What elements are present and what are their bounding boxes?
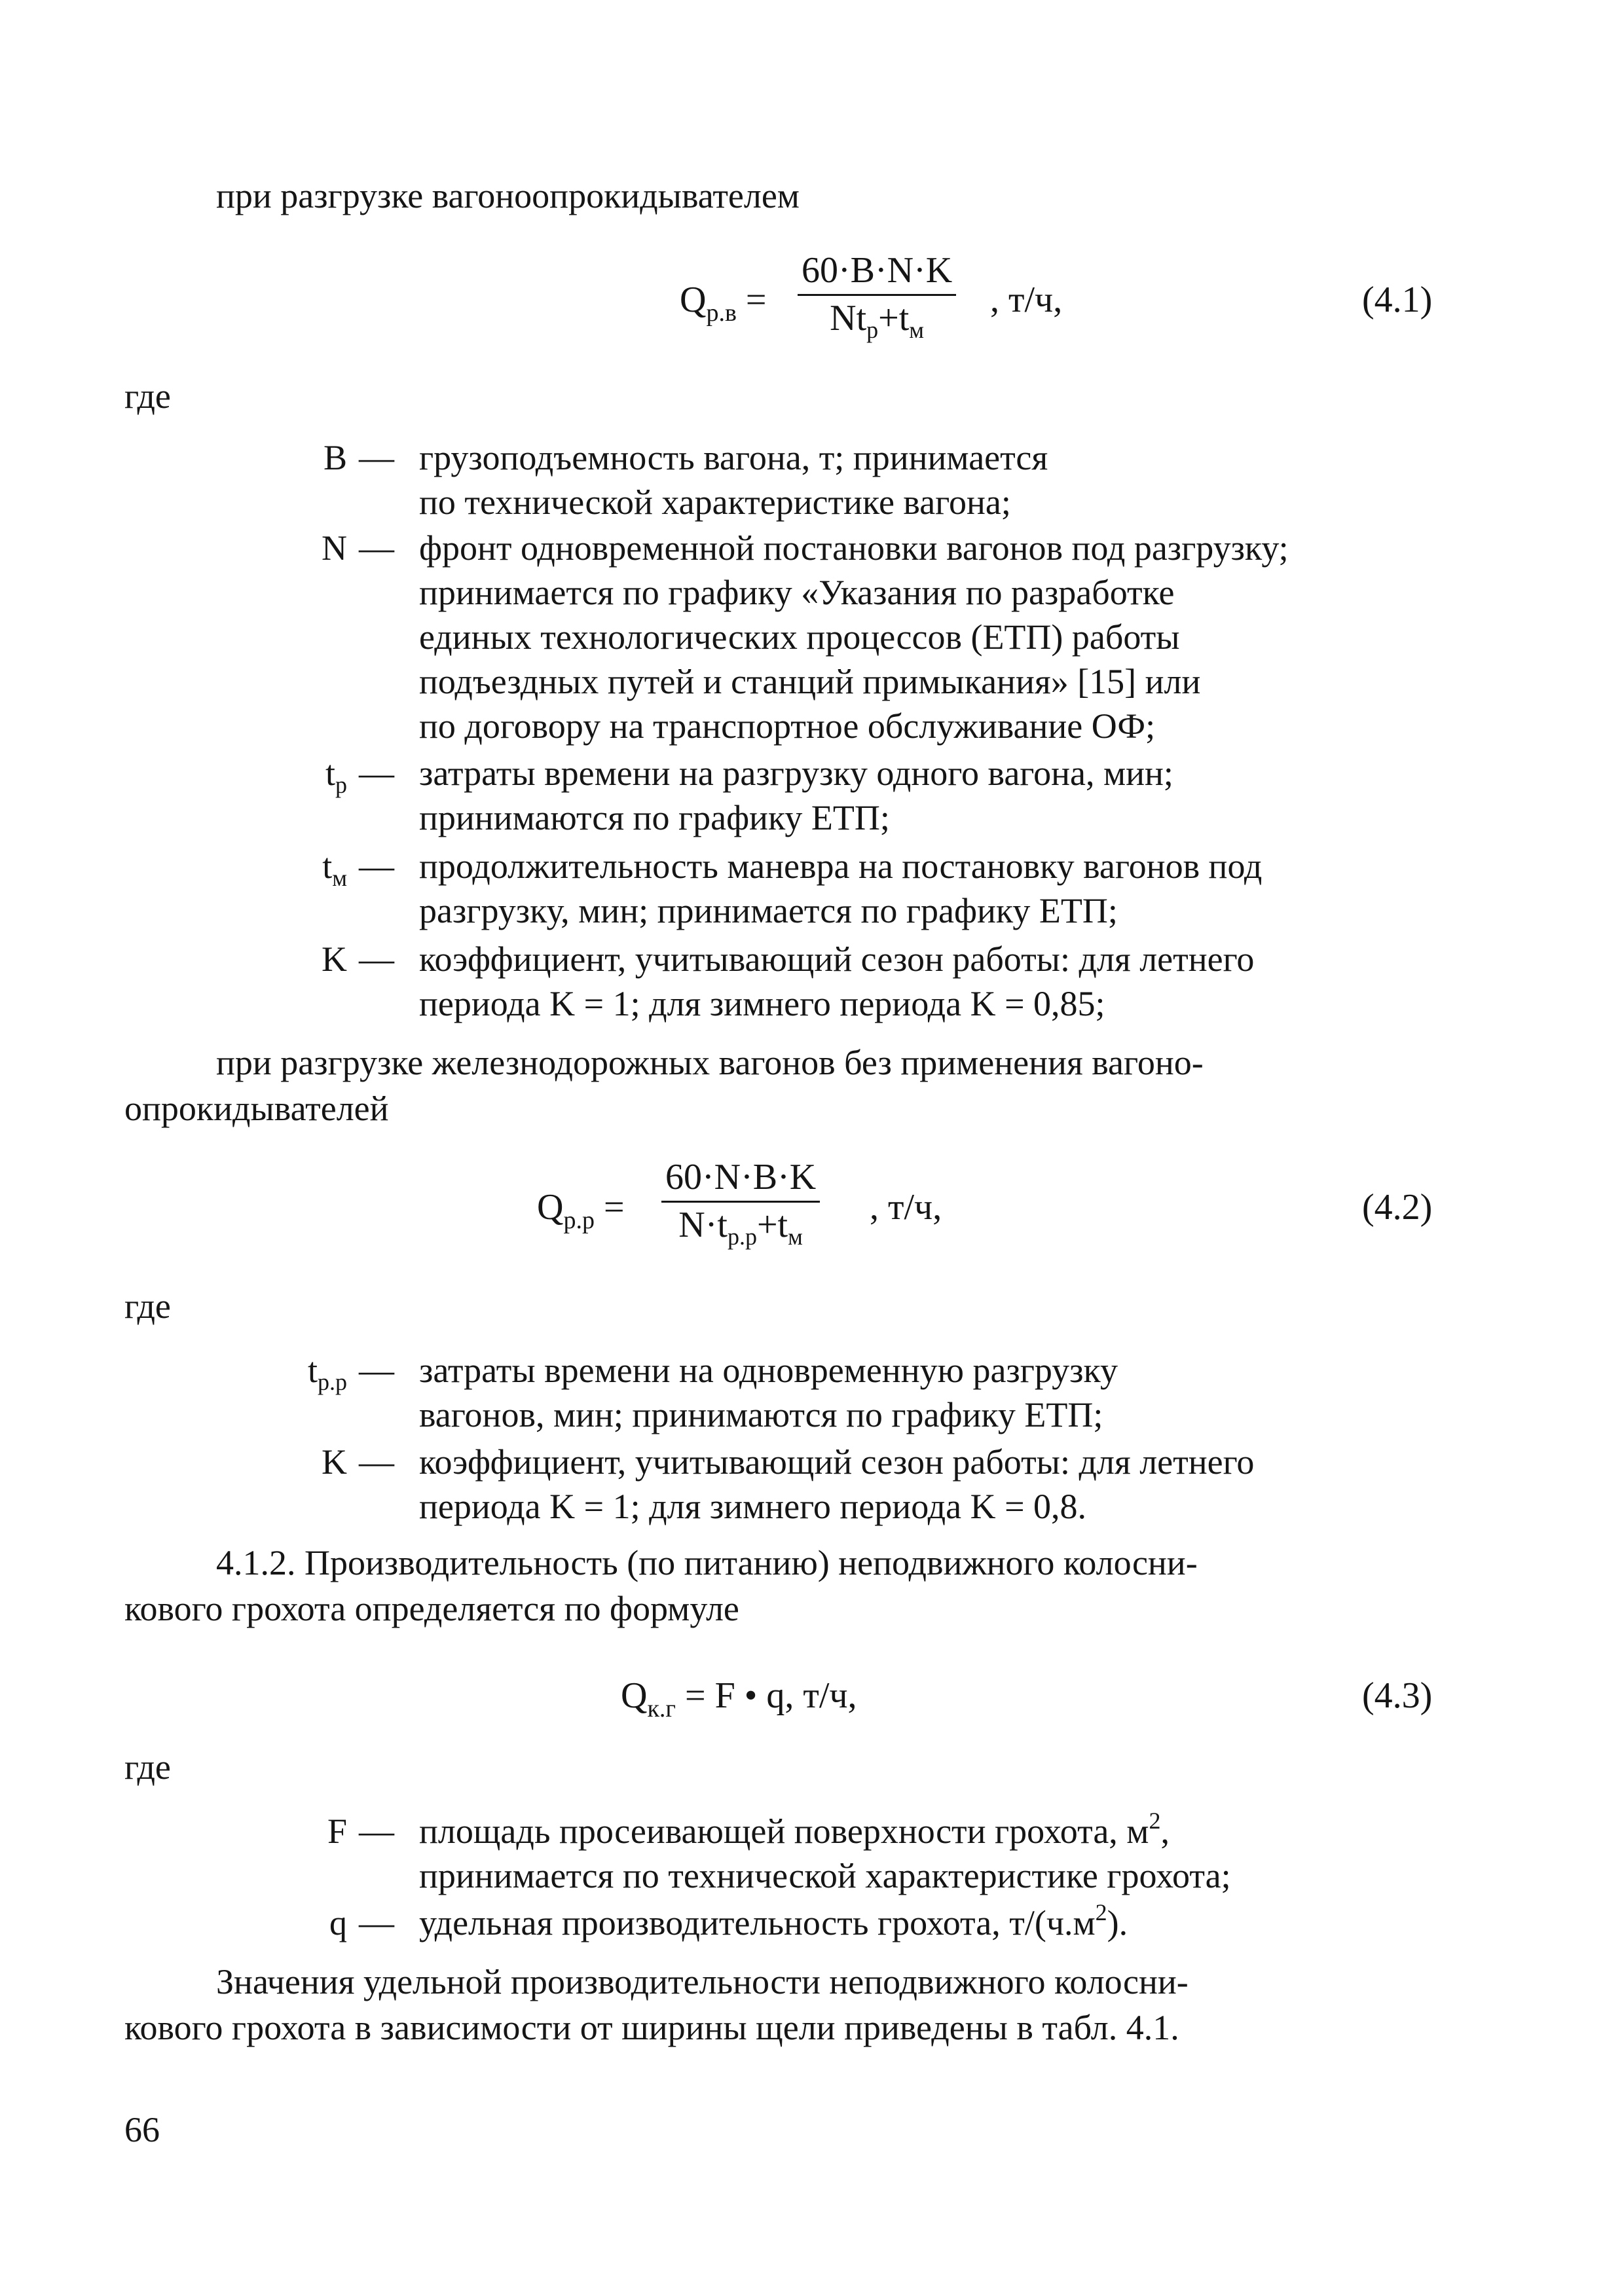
formula-4-1-denominator: $Nt_р+t_м$ (830, 298, 925, 343)
formula-4-1-fraction (798, 250, 956, 343)
def-dash: — (359, 1903, 394, 1942)
paragraph-values-line1: Значения удельной производительности неподвижного колосни- (216, 1962, 1189, 2001)
def-dash: — (359, 1351, 394, 1390)
formula-4-2-denominator: $N\cdot t_{р.р}+t_м$ (678, 1205, 803, 1250)
def-text: периода K = 1; для зимнего периода K = 0,8. (419, 1487, 1087, 1526)
def-text: принимаются по графику ЕТП; (419, 798, 890, 837)
def-text: удельная производительность грохота, $т/(ч.м^2)$. (419, 1899, 1128, 1942)
formula-4-2-numerator: 60·N·B·K (665, 1157, 817, 1197)
def-symbol-N: N (322, 528, 347, 568)
intro-unloading-without-tippler-line1: при разгрузке железнодорожных вагонов без применения вагоно- (216, 1043, 1204, 1082)
def-symbol-tm: $t_м$ (322, 847, 347, 891)
def-symbol-tpp: $t_{р.р}$ (307, 1351, 347, 1395)
def-dash: — (359, 438, 394, 477)
def-dash: — (359, 1812, 394, 1851)
def-symbol-B: B (323, 438, 347, 477)
formula-4-1-numerator: 60·B·N·K (802, 250, 953, 291)
def-text: разгрузку, мин; принимается по графику ЕТП; (419, 891, 1118, 930)
def-dash: — (359, 847, 394, 886)
def-dash: — (359, 528, 394, 568)
formula-4-1-lhs: $Q_{р.в}$ = (680, 280, 767, 327)
formula-4-2-number: (4.2) (1362, 1187, 1433, 1228)
def-dash: — (359, 754, 394, 793)
def-text: по технической характеристике вагона; (419, 483, 1011, 522)
formula-4-1-number: (4.1) (1362, 280, 1433, 320)
intro-unloading-tippler: при разгрузке вагоноопрокидывателем (216, 176, 800, 215)
def-symbol-F: F (327, 1812, 347, 1851)
def-text: коэффициент, учитывающий сезон работы: для летнего (419, 939, 1255, 979)
def-symbol-tp: $t_р$ (325, 754, 347, 798)
page-number: 66 (124, 2110, 160, 2149)
paragraph-values-line2: кового грохота в зависимости от ширины щели приведены в табл. 4.1. (124, 2008, 1179, 2047)
def-text: продолжительность маневра на постановку вагонов под (419, 847, 1263, 886)
def-dash: — (359, 1442, 394, 1482)
def-text: затраты времени на разгрузку одного вагона, мин; (419, 754, 1173, 793)
def-text: затраты времени на одновременную разгрузку (419, 1351, 1118, 1390)
formula-4-3-expression: $Q_{к.г} = F$ • q, т/ч, (621, 1675, 857, 1722)
paragraph-4-1-2-line1: 4.1.2. Производительность (по питанию) неподвижного колосни- (216, 1543, 1198, 1582)
def-text: площадь просеивающей поверхности грохота, $м^2$, (419, 1808, 1170, 1851)
where-label-2: где (124, 1286, 171, 1326)
def-text: вагонов, мин; принимаются по графику ЕТП; (419, 1395, 1103, 1434)
def-text: грузоподъемность вагона, т; принимается (419, 438, 1048, 477)
formula-4-2-fraction (661, 1157, 820, 1250)
paragraph-4-1-2-line2: кового грохота определяется по формуле (124, 1589, 739, 1628)
formula-4-2-units: , т/ч, (870, 1187, 942, 1228)
def-text: принимается по технической характеристике грохота; (419, 1856, 1231, 1895)
def-symbol-q: q (329, 1903, 347, 1942)
formula-4-2-lhs: $Q_{р.р}$ = (537, 1187, 625, 1234)
def-symbol-K: K (322, 1442, 347, 1482)
def-symbol-K: K (322, 939, 347, 979)
def-text: принимается по графику «Указания по разработке (419, 573, 1175, 612)
def-text: коэффициент, учитывающий сезон работы: для летнего (419, 1442, 1255, 1482)
formula-4-1-units: , т/ч, (990, 280, 1063, 320)
def-text: единых технологических процессов (ЕТП) работы (419, 617, 1180, 657)
def-text: по договору на транспортное обслуживание ОФ; (419, 706, 1156, 746)
def-text: подъездных путей и станций примыкания» [15] или (419, 662, 1201, 701)
where-label-3: где (124, 1747, 171, 1787)
where-label-1: где (124, 376, 171, 416)
def-text: периода K = 1; для зимнего периода K = 0,85; (419, 984, 1105, 1023)
intro-unloading-without-tippler-line2: опрокидывателей (124, 1089, 389, 1128)
def-dash: — (359, 939, 394, 979)
def-text: фронт одновременной постановки вагонов под разгрузку; (419, 528, 1289, 568)
formula-4-3-number: (4.3) (1362, 1675, 1433, 1716)
